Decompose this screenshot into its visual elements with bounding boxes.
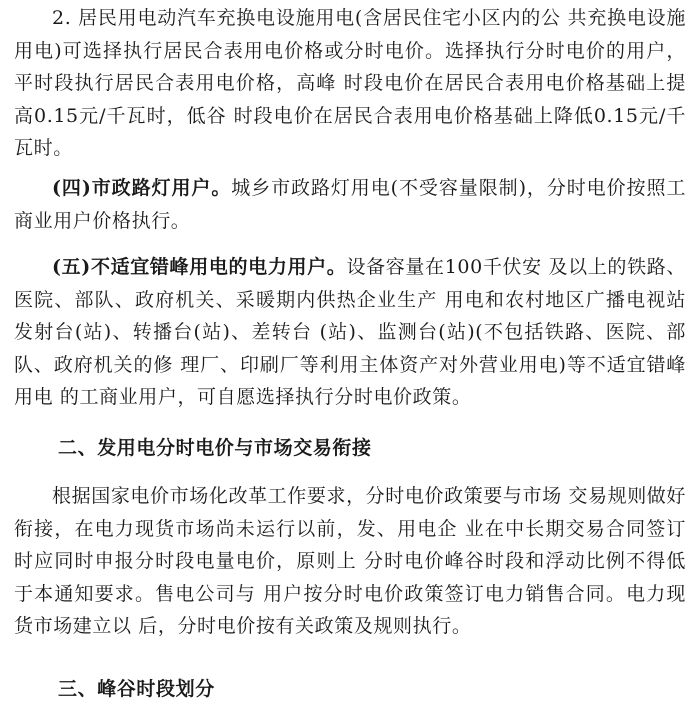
paragraph-street-lighting-lead: (四)市政路灯用户。 bbox=[52, 177, 232, 199]
paragraph-market-trading bbox=[14, 480, 686, 643]
paragraph-market-trading-text: 根据国家电价市场化改革工作要求，分时电价政策要与市场 交易规则做好衔接，在电力现货市场尚未运行以前，发、用电企 业在中长期交易合同签订时应同时申报分时段电量电价，原则上 分时电价峰谷时段和浮动比例不得低于本通知要求。售电公司与 用户按分时电价政策签订电力销售合同。电力现货市场建立以 后，分时电价按有关政策及规则执行。 bbox=[14, 485, 686, 637]
section-heading-peak-valley-periods: 三、峰谷时段划分 bbox=[58, 678, 215, 700]
paragraph-non-peak-shifting-text: 设备容量在100千伏安 及以上的铁路、医院、部队、政府机关、采暖期内供热企业生产 用电和农村地区广播电视站发射台(站)、转播台(站)、差转台 (站)、监测台(站)(不包括铁路、医院、部队、政府机关的修 理厂、印刷厂等利用主体资产对外营业用电)等不适宜错峰用电 的工商业用户，可自愿选择执行分时电价政策。 bbox=[14, 256, 686, 408]
paragraph-ev-charging bbox=[14, 2, 686, 165]
section-heading-market-trading: 二、发用电分时电价与市场交易衔接 bbox=[58, 437, 372, 459]
paragraph-street-lighting-text: 城乡市政路灯用电(不受容量限制)，分时电价按照工商业用户价格执行。 bbox=[14, 177, 686, 232]
paragraph-street-lighting bbox=[14, 172, 686, 237]
paragraph-non-peak-shifting-users bbox=[14, 251, 686, 414]
paragraph-ev-charging-text: 2. 居民用电动汽车充换电设施用电(含居民住宅小区内的公 共充换电设施用电)可选择执行居民合表用电价格或分时电价。选择执行分时电价的用户，平时段执行居民合表用电价格，高峰 时段电价在居民合表用电价格基础上提高0.15元/千瓦时，低谷 时段电价在居民合表用电价格基础上降低0.15元/千瓦时。 bbox=[14, 7, 686, 159]
paragraph-non-peak-shifting-lead: (五)不适宜错峰用电的电力用户。 bbox=[52, 256, 347, 278]
